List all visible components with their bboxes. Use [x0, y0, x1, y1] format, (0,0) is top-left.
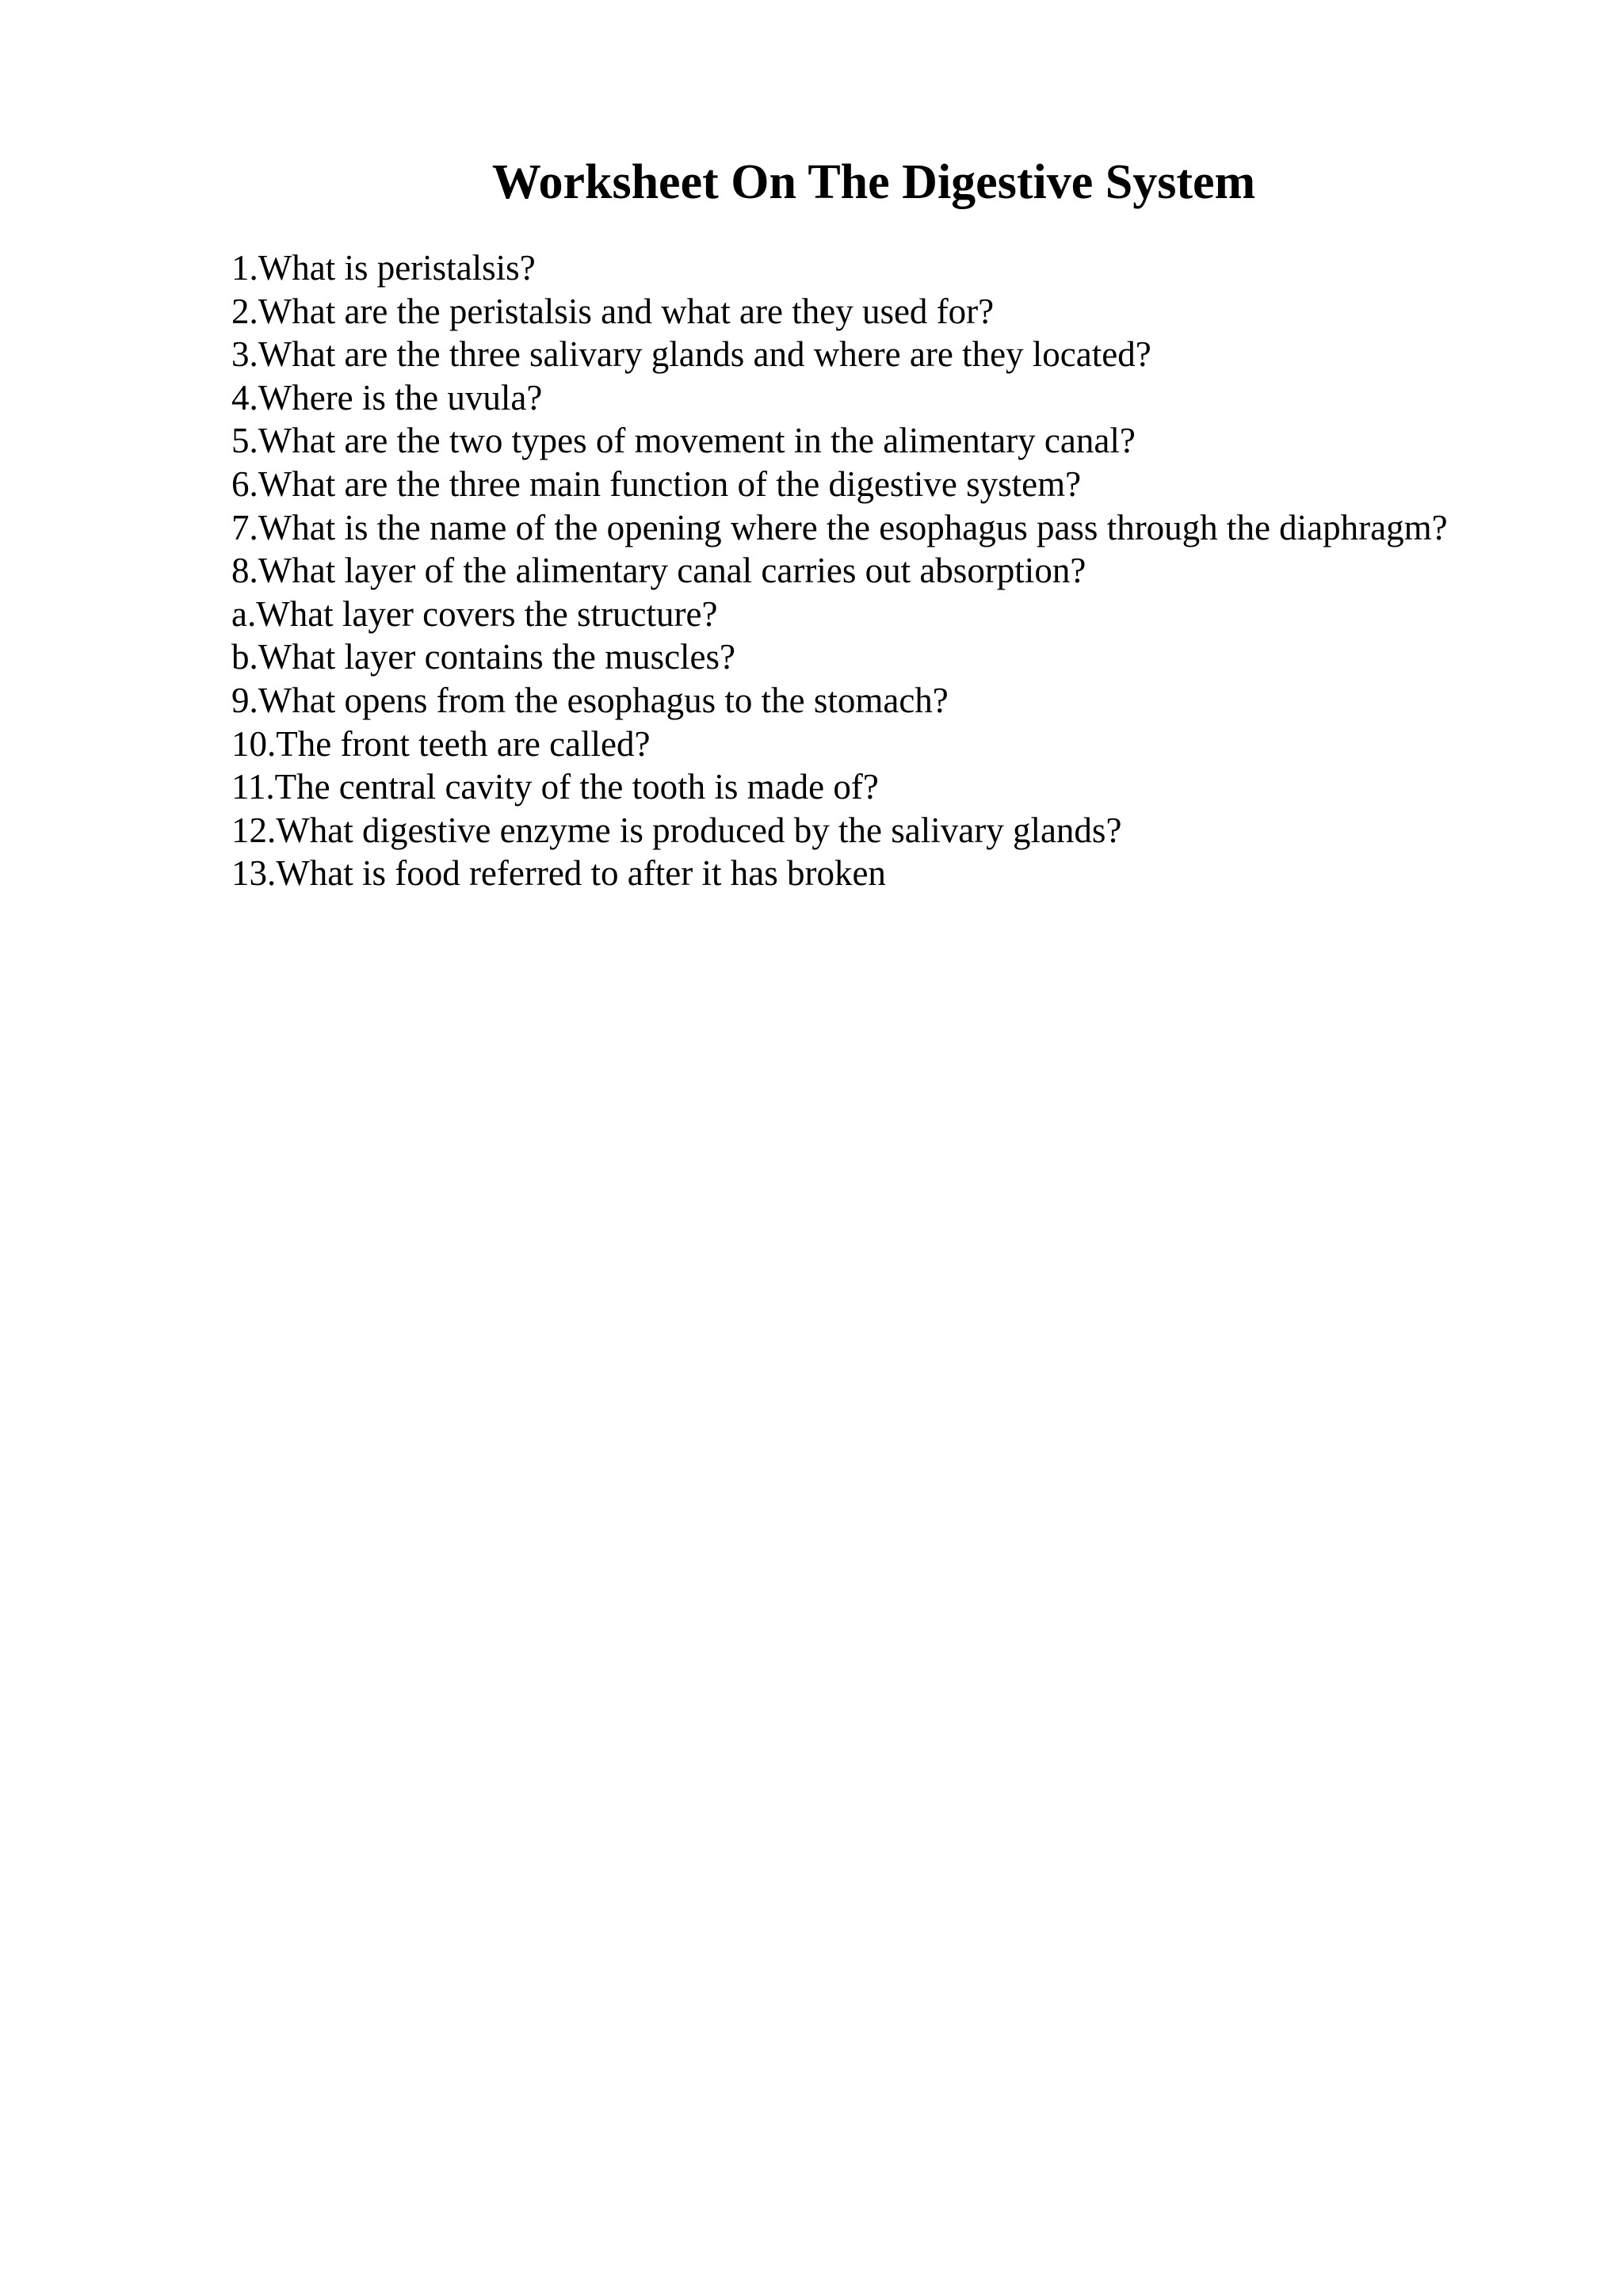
question-item: 9.What opens from the esophagus to the stomach?	[231, 680, 949, 720]
question-item: 2.What are the peristalsis and what are they used for?	[231, 291, 995, 331]
question-item: 3.What are the three salivary glands and where are they located?	[231, 334, 1151, 375]
sub-question-item: b.What layer contains the muscles?	[231, 637, 736, 677]
question-item: 4.Where is the uvula?	[231, 377, 543, 418]
question-item: 12.What digestive enzyme is produced by the salivary glands?	[231, 810, 1122, 850]
sub-question-item: a.What layer covers the structure?	[231, 593, 718, 634]
question-item: 8.What layer of the alimentary canal carries out absorption?	[231, 551, 1086, 591]
question-item: 11.The central cavity of the tooth is made of?	[231, 767, 879, 807]
question-item: 1.What is peristalsis?	[231, 248, 536, 288]
question-item: 10.The front teeth are called?	[231, 723, 651, 764]
question-list	[231, 246, 1448, 895]
question-item: 7.What is the name of the opening where the esophagus pass through the diaphragm?	[231, 507, 1448, 547]
question-item: 5.What are the two types of movement in the alimentary canal?	[231, 421, 1136, 461]
page-title: Worksheet On The Digestive System	[491, 155, 1256, 209]
question-item: 13.What is food referred to after it has broken	[231, 853, 886, 894]
question-item: 6.What are the three main function of the digestive system?	[231, 463, 1082, 504]
